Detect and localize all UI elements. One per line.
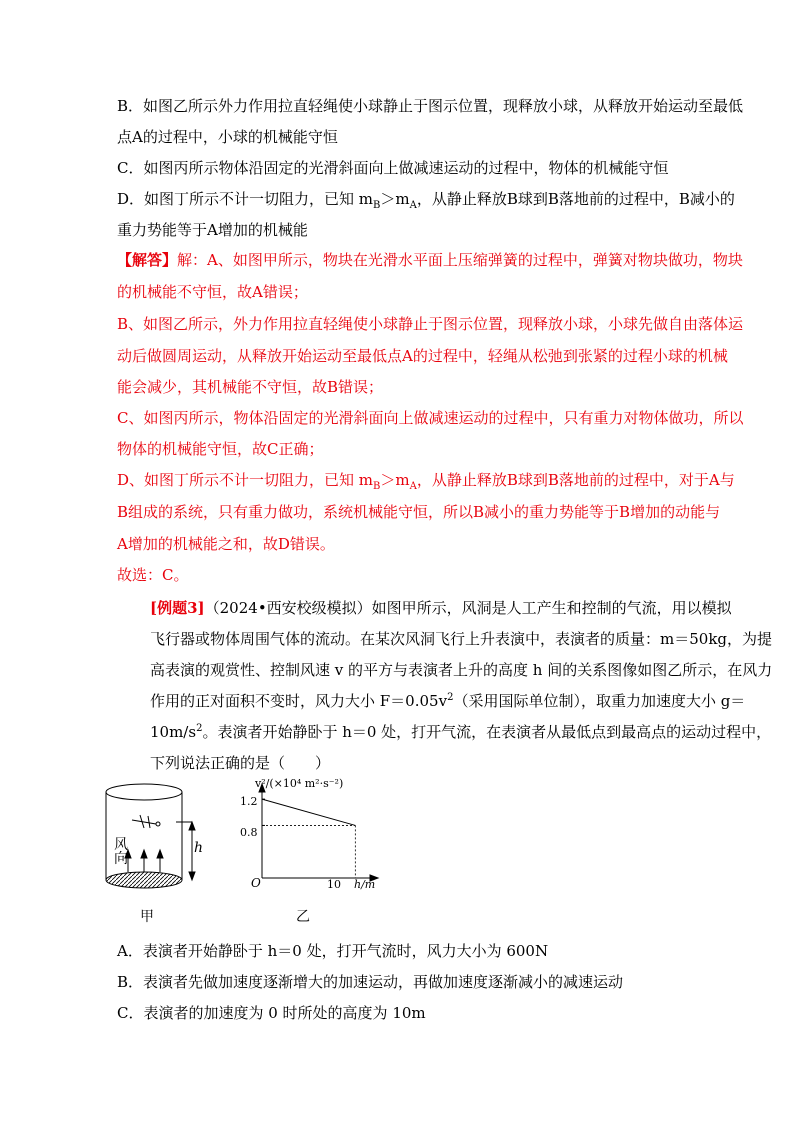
answer-tag: 【解答】	[117, 251, 178, 269]
height-label: h	[194, 840, 204, 856]
option-c-bottom: C．表演者的加速度为 0 时所处的高度为 10m	[117, 1004, 426, 1022]
example-line3: 高表演的观赏性、控制风速 v 的平方与表演者上升的高度 h 间的关系图像如图乙所示，在风力	[150, 661, 773, 679]
series-line	[262, 799, 355, 825]
origin-label: O	[251, 876, 261, 890]
option-a-bottom: A．表演者开始静卧于 h＝0 处，打开气流时，风力大小为 600N	[117, 942, 549, 960]
option-c: C．如图丙所示物体沿固定的光滑斜面向上做减速运动的过程中，物体的机械能守恒	[117, 159, 669, 177]
wind-label: 风向	[114, 837, 128, 867]
option-b-bottom: B．表演者先做加速度逐渐增大的加速运动，再做加速度逐渐减小的减速运动	[117, 973, 624, 991]
answer-line8: D、如图丁所示不计一切阻力，已知 $m_B>m_A$，从静止释放B球到B落地前的过程中，对于A与	[117, 471, 735, 492]
tunnel-top-ellipse	[106, 784, 182, 800]
figure-yi-chart	[240, 778, 400, 888]
height-dimension	[176, 822, 195, 880]
answer-choice: 故选：C。	[117, 566, 189, 584]
figure-jia-caption: 甲	[140, 909, 154, 925]
option-b-line1: B．如图乙所示外力作用拉直轻绳使小球静止于图示位置，现释放小球，从释放开始运动至最低	[117, 97, 744, 115]
answer-line2: 的机械能不守恒，故A错误；	[117, 283, 308, 301]
example-line5: $10m/s^2$。表演者开始静卧于 h＝0 处，打开气流，在表演者从最低点到最高点的运动过程中，	[150, 723, 772, 741]
y-axis	[259, 784, 265, 878]
option-b-line2: 点A的过程中，小球的机械能守恒	[117, 128, 338, 146]
answer-line9: B组成的系统，只有重力做功，系统机械能守恒，所以B减小的重力势能等于B增加的动能与	[117, 503, 721, 521]
y-tick-1-2: 1.2	[240, 795, 258, 808]
performer-icon	[132, 815, 160, 828]
answer-line7: 物体的机械能守恒，故C正确；	[117, 440, 324, 458]
x-tick-10: 10	[327, 878, 341, 891]
answer-line5: 能会减少，其机械能不守恒，故B错误；	[117, 378, 384, 396]
example-line1: [例题3]（2024•西安校级模拟）如图甲所示，风洞是人工产生和控制的气流，用以模拟	[150, 599, 732, 617]
y-tick-0-8: 0.8	[240, 826, 258, 839]
example-tag: [例题3]	[150, 599, 205, 617]
option-d-line2: 重力势能等于A增加的机械能	[117, 221, 308, 239]
y-axis-label: v²/(×10⁴ m²·s⁻²)	[255, 777, 344, 790]
wind-arrows	[125, 850, 163, 872]
answer-line1: 【解答】解：A、如图甲所示，物块在光滑水平面上压缩弹簧的过程中，弹簧对物块做功，物块	[117, 251, 743, 269]
option-d-line1: D．如图丁所示不计一切阻力，已知 $m_B>m_A$，从静止释放B球到B落地前的过程中，B减小的	[117, 190, 735, 211]
example-line6: 下列说法正确的是（ ）	[150, 754, 331, 772]
answer-line10: A增加的机械能之和，故D错误。	[117, 535, 335, 553]
answer-line6: C、如图丙所示，物体沿固定的光滑斜面向上做减速运动的过程中，只有重力对物体做功，所以	[117, 409, 744, 427]
tunnel-bottom-grid	[106, 872, 182, 888]
figure-yi-caption: 乙	[296, 909, 310, 925]
example-line4: 作用的正对面积不变时，风力大小 $F=0.05v^2$（采用国际单位制），取重力加速度大小 g＝	[150, 692, 746, 710]
answer-line3: B、如图乙所示，外力作用拉直轻绳使小球静止于图示位置，现释放小球，小球先做自由落体运	[117, 315, 744, 333]
answer-line4: 动后做圆周运动，从释放开始运动至最低点A的过程中，轻绳从松弛到张紧的过程小球的机械	[117, 347, 728, 365]
example-line2: 飞行器或物体周围气体的流动。在某次风洞飞行上升表演中，表演者的质量：m＝50kg，为提	[150, 630, 773, 648]
x-axis-label: h/m	[354, 878, 376, 891]
